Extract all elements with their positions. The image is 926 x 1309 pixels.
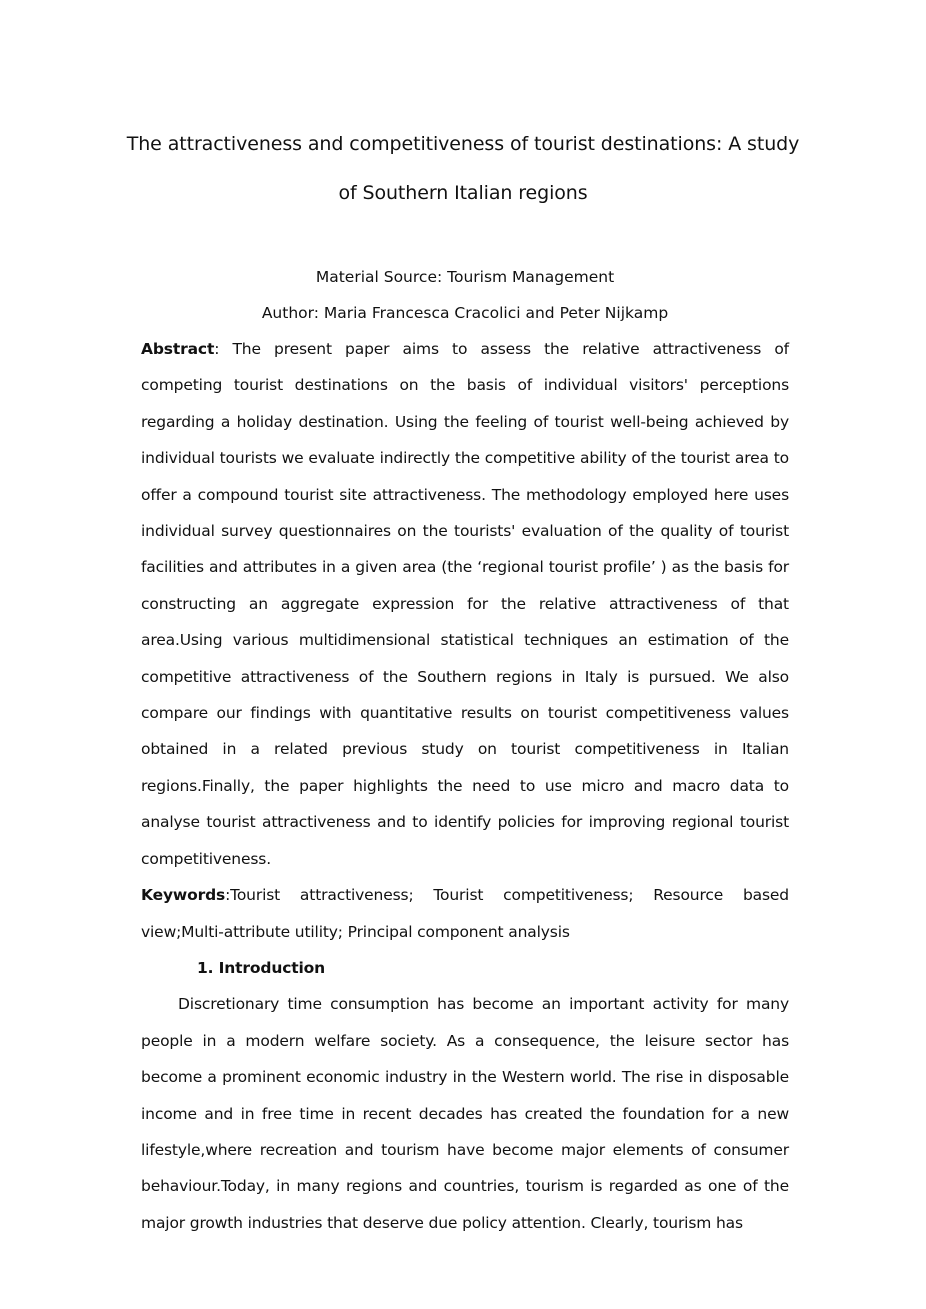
paper-title xyxy=(120,120,806,218)
abstract-text: : The present paper aims to assess the relative attractiveness of competing tourist destinations on the basis of individual visitors' perceptions regarding a holiday destination. Using the feeling of tourist well-being achieved by individual tourists we evaluate indirectly the competitive ability of the tourist area to offer a compound tourist site attractiveness. The methodology employed here uses individual survey questionnaires on the tourists' evaluation of the quality of tourist facilities and attributes in a given area (the ‘regional tourist profile’ ) as the basis for constructing an aggregate expression for the relative attractiveness of that area.Using various multidimensional statistical techniques an estimation of the competitive attractiveness of the Southern regions in Italy is pursued. We also compare our findings with quantitative results on tourist competitiveness values obtained in a related previous study on tourist competitiveness in Italian regions.Finally, the paper highlights the need to use micro and macro data to analyse tourist attractiveness and to identify policies for improving regional tourist competitiveness. xyxy=(141,340,789,868)
paper-title-line-2: of Southern Italian regions xyxy=(338,182,588,204)
abstract-label: Abstract xyxy=(141,340,215,358)
keywords-label: Keywords xyxy=(141,886,226,905)
keywords-text: :Tourist attractiveness; Tourist competitiveness; Resource based view;Multi-attribute utility; Principal component analysis xyxy=(141,886,789,941)
author-line: Author: Maria Francesca Cracolici and Peter Nijkamp xyxy=(261,304,669,322)
abstract-paragraph xyxy=(141,331,789,877)
paper-title-line-1: The attractiveness and competitiveness of tourist destinations: A study xyxy=(126,133,800,155)
document-body xyxy=(141,331,789,1241)
introduction-paragraph: Discretionary time consumption has become an important activity for many people in a modern welfare society. As a consequence, the leisure sector has become a prominent economic industry in the Western world. The rise in disposable income and in free time in recent decades has created the foundation for a new lifestyle,where recreation and tourism have become major elements of consumer behaviour.Today, in many regions and countries, tourism is regarded as one of the major growth industries that deserve due policy attention. Clearly, tourism has xyxy=(141,995,789,1232)
keywords-paragraph xyxy=(141,877,789,950)
material-source: Material Source: Tourism Management xyxy=(315,268,615,286)
section-heading-introduction: 1. Introduction xyxy=(197,958,326,977)
